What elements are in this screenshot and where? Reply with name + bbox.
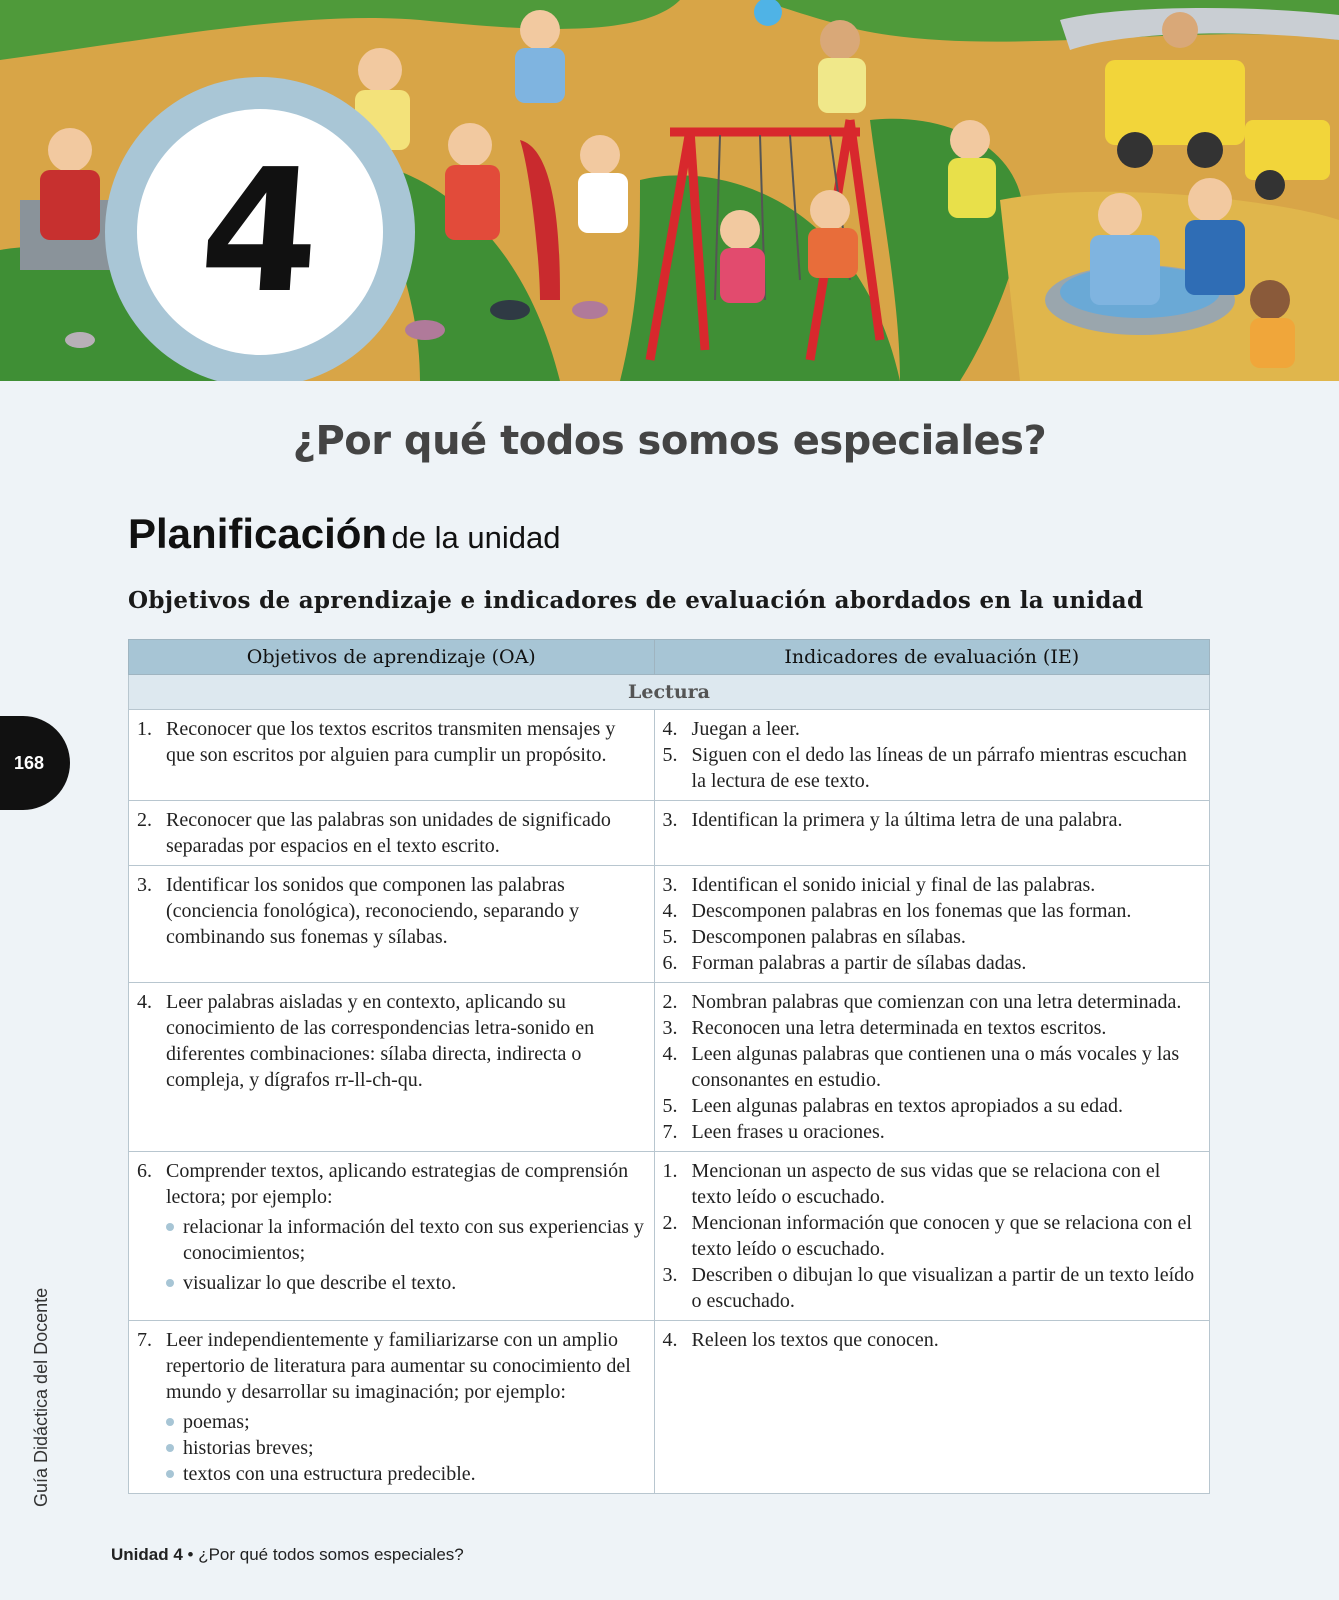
- indicator-number: 6.: [662, 952, 678, 974]
- table-row: [129, 710, 1210, 801]
- footer-title: ¿Por qué todos somos especiales?: [198, 1545, 464, 1564]
- table-row: [129, 983, 1210, 1152]
- objective-number: 4.: [137, 991, 152, 1013]
- indicator-item: [663, 1093, 1201, 1119]
- page-footer: [111, 1545, 464, 1565]
- indicator-cell: [654, 866, 1209, 983]
- indicator-number: 4.: [662, 900, 678, 922]
- objective-number: 7.: [137, 1329, 152, 1351]
- page-number: 168: [13, 752, 45, 773]
- objective-cell: [129, 1152, 655, 1321]
- indicator-number: 4.: [662, 1329, 678, 1351]
- indicator-text: Mencionan información que conocen y que se relaciona con el texto leído o escuchado.: [691, 1212, 1192, 1260]
- objective-item: [137, 1327, 646, 1405]
- table-row: [129, 1321, 1210, 1494]
- indicator-cell: [654, 983, 1209, 1152]
- indicator-text: Leen algunas palabras que contienen una o más vocales y las consonantes en estudio.: [691, 1043, 1180, 1091]
- indicator-item: [663, 1015, 1201, 1041]
- indicator-item: [663, 872, 1201, 898]
- indicator-number: 3.: [662, 1264, 678, 1286]
- indicator-number: 5.: [662, 926, 678, 948]
- table-body: [129, 675, 1210, 1494]
- indicator-text: Descomponen palabras en los fonemas que las forman.: [691, 900, 1132, 922]
- indicator-number: 5.: [662, 744, 678, 766]
- objective-text: Reconocer que los textos escritos transmiten mensajes y que son escritos por alguien para cumplir un propósito.: [166, 718, 616, 766]
- objective-number: 2.: [137, 809, 152, 831]
- objective-text: Leer palabras aisladas y en contexto, aplicando su conocimiento de las correspondencias letra-sonido en diferentes combinaciones: sílaba directa, indirecta o compleja, y dígrafos rr-ll-ch-qu.: [166, 991, 595, 1091]
- indicator-number: 2.: [662, 1212, 678, 1234]
- example-text: poemas;: [183, 1411, 250, 1433]
- indicator-text: Leen algunas palabras en textos apropiados a su edad.: [691, 1095, 1124, 1117]
- indicator-number: 4.: [662, 1043, 678, 1065]
- objective-item: [137, 872, 646, 950]
- example-text: relacionar la información del texto con sus experiencias y conocimientos;: [183, 1216, 644, 1264]
- objective-number: 3.: [137, 874, 152, 896]
- objective-text: Comprender textos, aplicando estrategias de comprensión lectora; por ejemplo:: [166, 1160, 629, 1208]
- indicator-number: 1.: [662, 1160, 678, 1182]
- unit-number-badge: [105, 77, 415, 381]
- unit-banner-illustration: [0, 0, 1339, 381]
- indicator-item: [663, 1041, 1201, 1093]
- planning-table: [128, 639, 1210, 1494]
- indicator-item: [663, 950, 1201, 976]
- planning-title-rest: de la unidad: [391, 520, 561, 555]
- section-row: [129, 675, 1210, 710]
- unit-number: 4: [193, 133, 327, 331]
- example-bullet: [166, 1461, 646, 1487]
- indicator-text: Nombran palabras que comienzan con una letra determinada.: [691, 991, 1182, 1013]
- objective-cell: [129, 1321, 655, 1494]
- indicator-text: Descomponen palabras en sílabas.: [691, 926, 966, 948]
- indicator-item: [663, 1119, 1201, 1145]
- planning-heading: [128, 510, 560, 558]
- indicator-item: [663, 924, 1201, 950]
- indicator-item: [663, 1327, 1201, 1353]
- bullet-dot-icon: [166, 1444, 174, 1452]
- indicator-number: 3.: [662, 874, 678, 896]
- indicator-text: Identifican la primera y la última letra de una palabra.: [691, 809, 1123, 831]
- indicator-cell: [654, 1152, 1209, 1321]
- indicator-number: 7.: [662, 1121, 678, 1143]
- bullet-dot-icon: [166, 1418, 174, 1426]
- side-label: Guía Didáctica del Docente: [31, 1287, 51, 1507]
- objective-text: Leer independientemente y familiarizarse con un amplio repertorio de literatura para aumentar su conocimiento del mundo y desarrollar su imaginación; por ejemplo:: [166, 1329, 631, 1403]
- example-bullet: [166, 1214, 646, 1266]
- footer-unit: Unidad 4: [111, 1545, 183, 1564]
- indicator-item: [663, 898, 1201, 924]
- planning-title-bold: Planificación: [128, 510, 388, 557]
- indicator-number: 5.: [662, 1095, 678, 1117]
- header-oa: Objetivos de aprendizaje (OA): [129, 640, 655, 675]
- indicator-text: Leen frases u oraciones.: [691, 1121, 885, 1143]
- example-bullet: [166, 1409, 646, 1435]
- indicator-item: [663, 716, 1201, 742]
- indicator-cell: [654, 801, 1209, 866]
- unit-title: ¿Por qué todos somos especiales?: [292, 418, 1047, 464]
- table-header-row: [129, 640, 1210, 675]
- indicator-text: Forman palabras a partir de sílabas dadas.: [691, 952, 1027, 974]
- objectives-heading: Objetivos de aprendizaje e indicadores de evaluación abordados en la unidad: [128, 587, 1144, 614]
- indicator-text: Siguen con el dedo las líneas de un párrafo mientras escuchan la lectura de ese texto.: [691, 744, 1187, 792]
- example-bullet: [166, 1435, 646, 1461]
- objective-examples-list: [166, 1409, 646, 1487]
- indicator-number: 3.: [662, 1017, 678, 1039]
- footer-separator: •: [182, 1545, 199, 1564]
- indicator-text: Releen los textos que conocen.: [691, 1329, 939, 1351]
- objective-item: [137, 989, 646, 1093]
- objective-number: 1.: [137, 718, 152, 740]
- section-label: Lectura: [129, 675, 1210, 710]
- indicator-cell: [654, 1321, 1209, 1494]
- objective-cell: [129, 801, 655, 866]
- example-text: textos con una estructura predecible.: [183, 1463, 476, 1485]
- example-text: historias breves;: [183, 1437, 314, 1459]
- indicator-item: [663, 742, 1201, 794]
- bullet-dot-icon: [166, 1223, 174, 1231]
- table-row: [129, 866, 1210, 983]
- indicator-item: [663, 989, 1201, 1015]
- objective-text: Identificar los sonidos que componen las palabras (conciencia fonológica), reconociendo, separando y combinando sus fonemas y sílabas.: [166, 874, 580, 948]
- table-row: [129, 1152, 1210, 1321]
- indicator-text: Describen o dibujan lo que visualizan a partir de un texto leído o escuchado.: [691, 1264, 1195, 1312]
- indicator-cell: [654, 710, 1209, 801]
- objective-examples-list: [166, 1214, 646, 1296]
- indicator-text: Reconocen una letra determinada en textos escritos.: [691, 1017, 1107, 1039]
- objective-cell: [129, 866, 655, 983]
- example-bullet: [166, 1270, 646, 1296]
- bullet-dot-icon: [166, 1470, 174, 1478]
- indicator-text: Identifican el sonido inicial y final de las palabras.: [691, 874, 1096, 896]
- indicator-text: Juegan a leer.: [691, 718, 800, 740]
- objective-cell: [129, 983, 655, 1152]
- indicator-item: [663, 1210, 1201, 1262]
- objective-item: [137, 716, 646, 768]
- indicator-number: 4.: [662, 718, 678, 740]
- indicator-item: [663, 1262, 1201, 1314]
- indicator-item: [663, 807, 1201, 833]
- objective-item: [137, 1158, 646, 1210]
- objective-text: Reconocer que las palabras son unidades de significado separadas por espacios en el texto escrito.: [166, 809, 611, 857]
- header-ie: Indicadores de evaluación (IE): [654, 640, 1209, 675]
- example-text: visualizar lo que describe el texto.: [183, 1272, 457, 1294]
- table-row: [129, 801, 1210, 866]
- page-number-tab: [0, 716, 70, 810]
- indicator-number: 3.: [662, 809, 678, 831]
- objective-cell: [129, 710, 655, 801]
- indicator-text: Mencionan un aspecto de sus vidas que se relaciona con el texto leído o escuchado.: [691, 1160, 1161, 1208]
- objective-number: 6.: [137, 1160, 152, 1182]
- indicator-number: 2.: [662, 991, 678, 1013]
- bullet-dot-icon: [166, 1279, 174, 1287]
- indicator-item: [663, 1158, 1201, 1210]
- objective-item: [137, 807, 646, 859]
